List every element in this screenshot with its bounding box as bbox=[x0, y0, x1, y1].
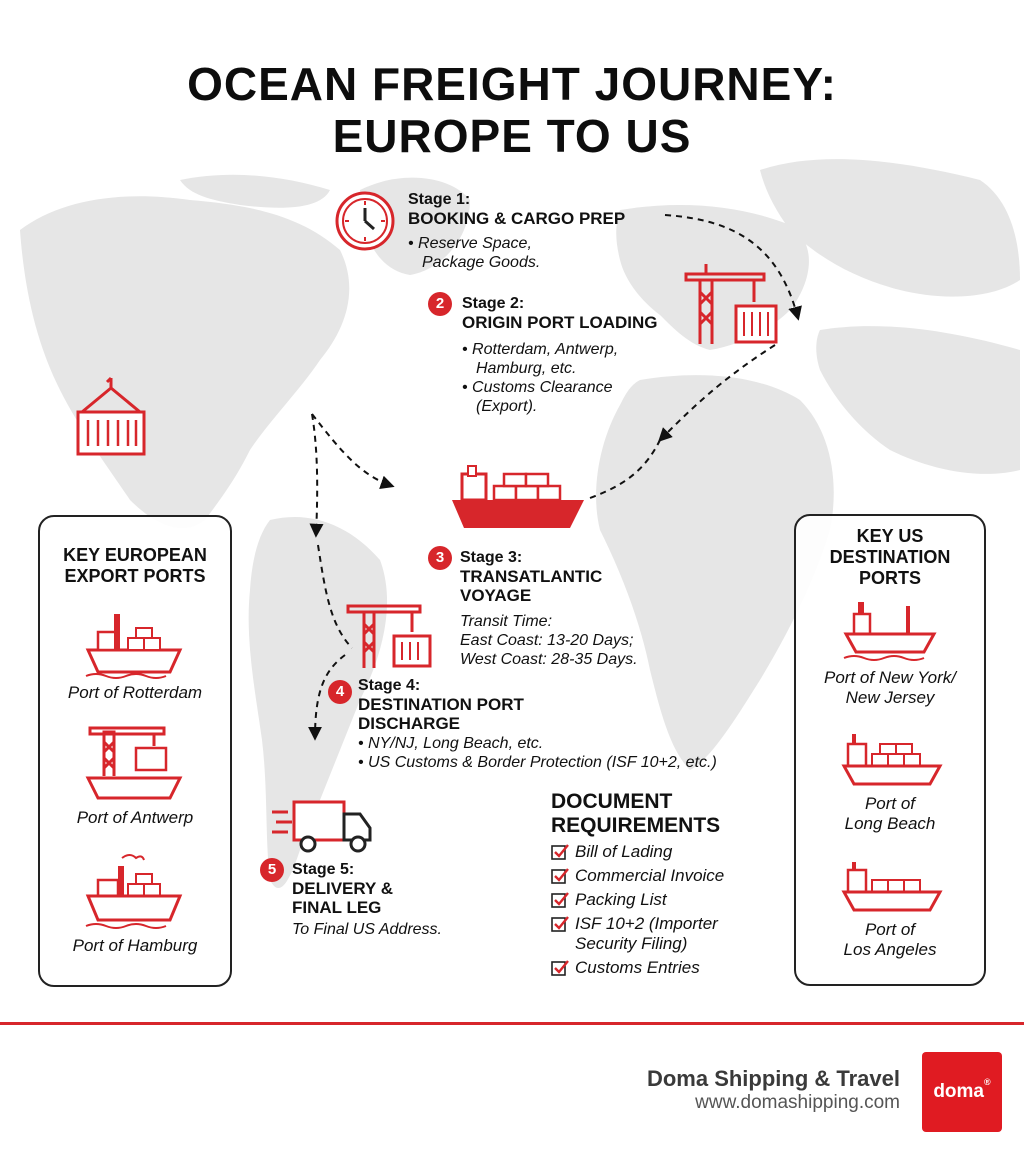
new-york-ship-icon bbox=[842, 596, 938, 662]
checkbox-icon bbox=[551, 891, 569, 909]
stage-2-notes bbox=[462, 340, 618, 416]
document-item bbox=[551, 842, 724, 862]
europe-panel-title-line: EXPORT PORTS bbox=[64, 566, 206, 586]
stage-3-note: East Coast: 13-20 Days; bbox=[460, 632, 634, 649]
checkbox-icon bbox=[551, 915, 569, 933]
stage-1-note: • Reserve Space, bbox=[408, 235, 532, 252]
stage-5-note: To Final US Address. bbox=[292, 921, 442, 938]
destination-crane-icon bbox=[344, 598, 436, 670]
us-panel-title-line: KEY US bbox=[856, 526, 924, 546]
checkbox-icon bbox=[551, 843, 569, 861]
stage-2-label: Stage 2: bbox=[462, 295, 525, 312]
stage-3-heading bbox=[460, 548, 602, 605]
stage-2-name: ORIGIN PORT LOADING bbox=[462, 313, 658, 332]
documents-title bbox=[551, 790, 720, 838]
long-beach-ship-icon bbox=[842, 732, 942, 792]
brand-logo: doma® bbox=[922, 1052, 1002, 1132]
stage-1-label: Stage 1: bbox=[408, 191, 471, 208]
europe-port-name: Port of Hamburg bbox=[72, 936, 198, 955]
stage-4-badge: 4 bbox=[328, 680, 352, 704]
document-item-label: Commercial Invoice bbox=[575, 866, 725, 885]
document-item-label: Packing List bbox=[575, 890, 667, 909]
us-port-name-line: New Jersey bbox=[845, 688, 935, 707]
stage-2-note: • Rotterdam, Antwerp, bbox=[462, 341, 619, 358]
brand-url[interactable]: www.domashipping.com bbox=[695, 1092, 900, 1113]
europe-panel-title-line: KEY EUROPEAN bbox=[63, 545, 207, 565]
us-port-name bbox=[796, 668, 984, 708]
footer-divider bbox=[0, 1022, 1024, 1025]
document-item bbox=[551, 958, 724, 978]
us-panel-title-line: DESTINATION bbox=[829, 547, 951, 567]
stage-2-heading bbox=[462, 294, 658, 332]
hanging-container-icon bbox=[74, 376, 148, 456]
hamburg-ship-icon bbox=[84, 850, 184, 932]
cargo-ship-icon bbox=[448, 462, 588, 532]
stage-5-name-line: FINAL LEG bbox=[292, 898, 382, 917]
document-item bbox=[551, 914, 724, 954]
document-item bbox=[551, 866, 724, 886]
crane-container-icon bbox=[682, 262, 782, 346]
delivery-truck-icon bbox=[270, 798, 374, 854]
us-port-name bbox=[796, 794, 984, 834]
document-item-label: Customs Entries bbox=[575, 958, 700, 977]
stage-2-badge: 2 bbox=[428, 292, 452, 316]
us-panel-title bbox=[796, 526, 984, 589]
europe-panel-title bbox=[40, 545, 230, 587]
europe-port-name: Port of Antwerp bbox=[76, 808, 194, 827]
rotterdam-ship-icon bbox=[84, 610, 184, 678]
stage-3-note: West Coast: 28-35 Days. bbox=[460, 651, 638, 668]
documents-list bbox=[551, 842, 724, 978]
stage-3-note: Transit Time: bbox=[460, 613, 553, 630]
stage-1-notes bbox=[408, 234, 540, 272]
checkbox-icon bbox=[551, 959, 569, 977]
us-port-name-line: Long Beach bbox=[844, 814, 936, 833]
stage-2-note: Hamburg, etc. bbox=[476, 360, 577, 377]
stage-5-heading bbox=[292, 860, 393, 917]
title-line-2: EUROPE TO US bbox=[332, 110, 692, 162]
document-item-label bbox=[575, 914, 718, 954]
documents-title-line: DOCUMENT bbox=[551, 790, 673, 813]
stage-1-name: BOOKING & CARGO PREP bbox=[408, 209, 626, 228]
stage-4-name-line: DESTINATION PORT bbox=[358, 695, 524, 714]
stage-2-note: • Customs Clearance bbox=[462, 379, 613, 396]
page-title bbox=[0, 58, 1024, 162]
stage-4-notes bbox=[358, 734, 717, 772]
us-port-name bbox=[796, 920, 984, 960]
stage-4-note: • NY/NJ, Long Beach, etc. bbox=[358, 735, 544, 752]
stage-1-heading bbox=[408, 190, 625, 228]
us-port-name-line: Port of New York/ bbox=[824, 668, 956, 687]
stage-3-label: Stage 3: bbox=[460, 549, 523, 566]
document-item-line: Security Filing) bbox=[575, 934, 688, 953]
brand-block bbox=[560, 1066, 900, 1114]
stage-5-name-line: DELIVERY & bbox=[292, 879, 394, 898]
stage-5-notes bbox=[292, 920, 442, 939]
title-line-1: OCEAN FREIGHT JOURNEY: bbox=[187, 58, 837, 110]
document-item-line: ISF 10+2 (Importer bbox=[575, 914, 718, 933]
document-item bbox=[551, 890, 724, 910]
us-port-name-line: Port of bbox=[864, 794, 916, 813]
stage-2-note: (Export). bbox=[476, 398, 538, 415]
brand-logo-text: doma bbox=[933, 1081, 985, 1102]
stage-4-note: • US Customs & Border Protection (ISF 10+2, etc.) bbox=[358, 754, 717, 771]
checkbox-icon bbox=[551, 867, 569, 885]
brand-name: Doma Shipping & Travel bbox=[646, 1066, 900, 1091]
stage-4-heading bbox=[358, 676, 524, 733]
stage-1-note: Package Goods. bbox=[422, 254, 541, 271]
stage-5-badge: 5 bbox=[260, 858, 284, 882]
europe-port-name: Port of Rotterdam bbox=[67, 683, 203, 702]
los-angeles-ship-icon bbox=[842, 860, 942, 916]
us-port-name-line: Port of bbox=[864, 920, 916, 939]
us-port-name-line: Los Angeles bbox=[843, 940, 937, 959]
stage-3-name-line: VOYAGE bbox=[460, 586, 532, 605]
stage-3-notes bbox=[460, 612, 638, 669]
clock-icon bbox=[334, 190, 396, 252]
antwerp-crane-ship-icon bbox=[84, 724, 184, 802]
document-item-label: Bill of Lading bbox=[575, 842, 673, 861]
us-panel-title-line: PORTS bbox=[858, 568, 921, 588]
documents-title-line: REQUIREMENTS bbox=[551, 814, 721, 837]
stage-3-name-line: TRANSATLANTIC bbox=[460, 567, 603, 586]
stage-5-label: Stage 5: bbox=[292, 861, 355, 878]
stage-3-badge: 3 bbox=[428, 546, 452, 570]
stage-4-label: Stage 4: bbox=[358, 677, 421, 694]
stage-4-name-line: DISCHARGE bbox=[358, 714, 461, 733]
